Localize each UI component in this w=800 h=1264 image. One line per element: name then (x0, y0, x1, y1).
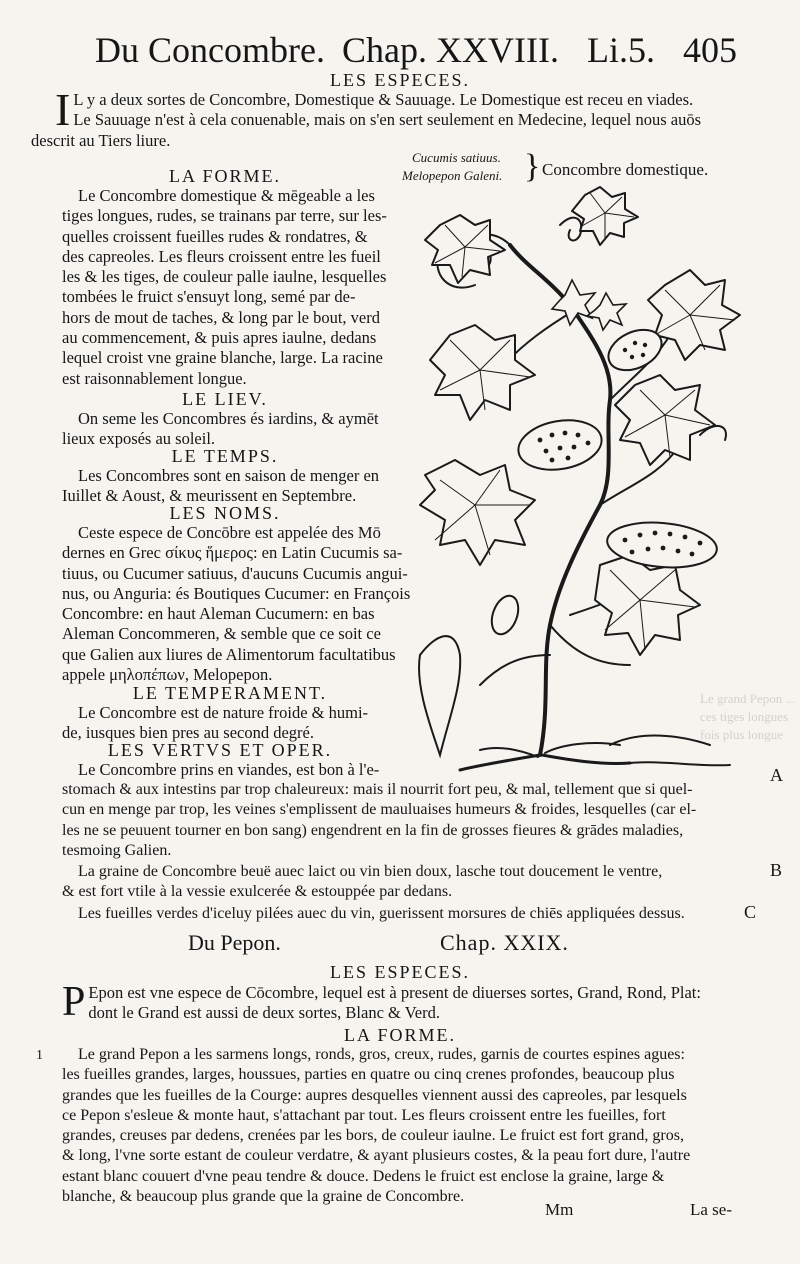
text-line: que Galien aux liures de Alimentorum facultatibus (62, 644, 396, 664)
chapter2-number: Chap. XXIX. (440, 930, 569, 955)
heading-temps: LE TEMPS. (171, 446, 279, 466)
text-line: tesmoing Galien. (62, 841, 172, 859)
text-line: descrit au Tiers liure. (31, 130, 171, 150)
text-line: des capreoles. Les fleurs croissent entre les fueil (62, 246, 381, 266)
signature-mark: Mm (545, 1200, 574, 1219)
book-number: Li.5. (587, 30, 655, 70)
text-line: estant blanc couuert d'vne peau tendre & douce. Dedens le fruict est enclose la graine, large & (62, 1167, 665, 1185)
chapter-title: Du Concombre. (95, 30, 325, 70)
text-line: Le grand Pepon a les sarmens longs, ronds, gros, creux, rudes, garnis de courtes espines agues: (78, 1046, 685, 1063)
text-line: stomach & aux intestins par trop chaleureux: mais il nourrit fort peu, & mal, tellement que si quel- (62, 781, 693, 798)
text-line: L y a deux sortes de Concombre, Domestique & Sauuage. Le Domestique est receu en viades. (73, 90, 694, 109)
text-line: Iuillet & Aoust, & meurissent en Septembre. (62, 486, 357, 506)
text-line: La graine de Concombre beuë auec laict ou vin bien doux, lasche tout doucement le ventre, (78, 863, 663, 880)
margin-letter-c: C (744, 902, 757, 922)
text-line: Le Sauuage n'est à cela conuenable, mais on s'en sert seulement en Medecine, lequel nous auōs (73, 110, 702, 130)
vertus-para2 (62, 862, 742, 903)
vertus-para3 (62, 904, 742, 924)
vertus-wide (62, 780, 742, 861)
heading-forme-2: LA FORME. (343, 1025, 457, 1045)
text-line: hors de mout de taches, & long par le bout, verd (62, 307, 381, 327)
pepon-especes-paragraph (62, 979, 742, 1025)
text-line: On seme les Concombres és iardins, & aymēt (78, 409, 379, 428)
page-number: 405 (683, 30, 737, 70)
temps-paragraph (62, 466, 407, 507)
heading-vertus: LES VERTVS ET OPER. (107, 740, 333, 760)
text-line: cun en menge par trop, les veines s'emplissent de mauluaises humeurs & froides, lesquelles (car el- (62, 801, 697, 819)
heading-especes: LES ESPECES. (329, 70, 471, 90)
text-line: appele μηλοπέπων, Melopepon. (62, 665, 273, 685)
heading-especes-2: LES ESPECES. (329, 962, 471, 982)
french-name: Concombre domestique. (542, 160, 709, 179)
latin-name-1: Cucumis satiuus. (412, 150, 501, 165)
text-line: quelles croissent fueilles rudes & rondatres, & (62, 226, 368, 246)
pepon-forme-paragraph (62, 1045, 742, 1207)
bleed-through-3: fois plus longue (700, 727, 784, 742)
text-line: grandes que les fueilles de la Courge: aupres desquelles viennent aussi des capreoles, par lesquels (62, 1086, 687, 1104)
text-line: Le Concombre est de nature froide & humi- (78, 703, 369, 722)
latin-name-2: Melopepon Galeni. (402, 168, 503, 183)
text-line: dont le Grand est aussi de deux sortes, Blanc & Verd. (88, 1003, 440, 1023)
text-line: Les Concombres sont en saison de menger en (78, 466, 380, 485)
text-line: blanche, & beaucoup plus grande que la graine de Concombre. (62, 1188, 465, 1206)
text-line: au commencement, & puis apres iaulne, dedans (62, 328, 377, 348)
text-line: & est fort vtile à la vessie exulcerée & estouppée par dedans. (62, 883, 453, 901)
chapter2-title: Du Pepon. (188, 930, 281, 955)
bleed-through-1: Le grand Pepon ... (700, 691, 796, 706)
text-line: est raisonnablement longue. (62, 368, 247, 388)
text-line: grandes, creuses par dedens, crenées par les bors, de couleur iaulne. Le fruict est fort grand, gros, (62, 1127, 684, 1145)
brace: } (524, 148, 541, 185)
chapter-number: Chap. XXVIII. (342, 30, 559, 70)
dropcap-p: P (62, 979, 86, 1025)
temperament-paragraph (62, 703, 407, 744)
margin-letter-b: B (770, 860, 783, 880)
lieu-paragraph (62, 409, 407, 450)
text-line: tiuus, ou Cucumer satiuus, d'aucuns Cucumis angui- (62, 563, 408, 583)
text-line: les ne se peuuent tourner en bon sang) engendrent en la fin de grosses fieures & grādes maladies, (62, 821, 684, 839)
forme-paragraph (62, 186, 407, 389)
catchword: La se- (690, 1200, 733, 1219)
text-line: lieux exposés au soleil. (62, 429, 216, 449)
text-line: Concombre: en haut Aleman Cucumern: en bas (62, 604, 375, 624)
text-line: tiges longues, rudes, se trainans par terre, sur les- (62, 206, 387, 226)
text-line: de, iusques bien pres au second degré. (62, 723, 315, 743)
text-line: Ceste espece de Concōbre est appelée des Mō (78, 523, 381, 542)
text-line: & long, l'vne sorte estant de couleur verdatre, & ayant plusieurs costes, & la peau fort dure, l'autre (62, 1147, 691, 1165)
text-line: nus, ou Anguria: és Boutiques Cucumer: en François (62, 583, 411, 603)
bleed-through-2: ces tiges longues (700, 709, 789, 724)
text-line: Le Concombre domestique & mēgeable a les (78, 186, 375, 205)
text-line: Aleman Concommeren, & semble que ce soit ce (62, 624, 381, 644)
text-line: Les fueilles verdes d'iceluy pilées auec du vin, guerissent morsures de chiēs appliquées dessus. (78, 905, 685, 922)
text-line: Le Concombre prins en viandes, est bon à l'e- (78, 760, 380, 779)
vertus-narrow (62, 760, 407, 780)
text-line: les fueilles grandes, larges, houssues, parties en quatre ou cinq crenes profondes, beaucoup plus (62, 1066, 675, 1084)
text-line: tombées le fruict s'ensuyt long, semé par de- (62, 287, 356, 307)
text-line: dernes en Grec σίκυς ἥμερος: en Latin Cucumis sa- (62, 543, 403, 563)
heading-lieu: LE LIEV. (182, 389, 268, 409)
margin-number-1: 1 (36, 1048, 43, 1063)
dropcap-i: I (55, 84, 71, 135)
plant-label (402, 150, 742, 190)
text-line: Epon est vne espece de Cōcombre, lequel est à present de diuerses sortes, Grand, Rond, Plat: (88, 983, 701, 1002)
heading-temperament: LE TEMPERAMENT. (132, 683, 328, 703)
heading-noms: LES NOMS. (169, 503, 281, 523)
cucumber-plant-woodcut (400, 185, 780, 775)
text-line: ce Pepon s'esleue & monte haut, s'attachant par tout. Les fleurs croissent entre les fueilles, fort (62, 1106, 666, 1124)
text-line: lequel croist vne graine blanche, large. La racine (62, 348, 383, 368)
heading-forme: LA FORME. (168, 166, 282, 186)
noms-paragraph (62, 523, 411, 685)
text-line: les & les tiges, de couleur palle iaulne, lesquelles (62, 267, 387, 287)
especes-paragraph (31, 84, 740, 151)
margin-letter-a: A (770, 765, 783, 785)
